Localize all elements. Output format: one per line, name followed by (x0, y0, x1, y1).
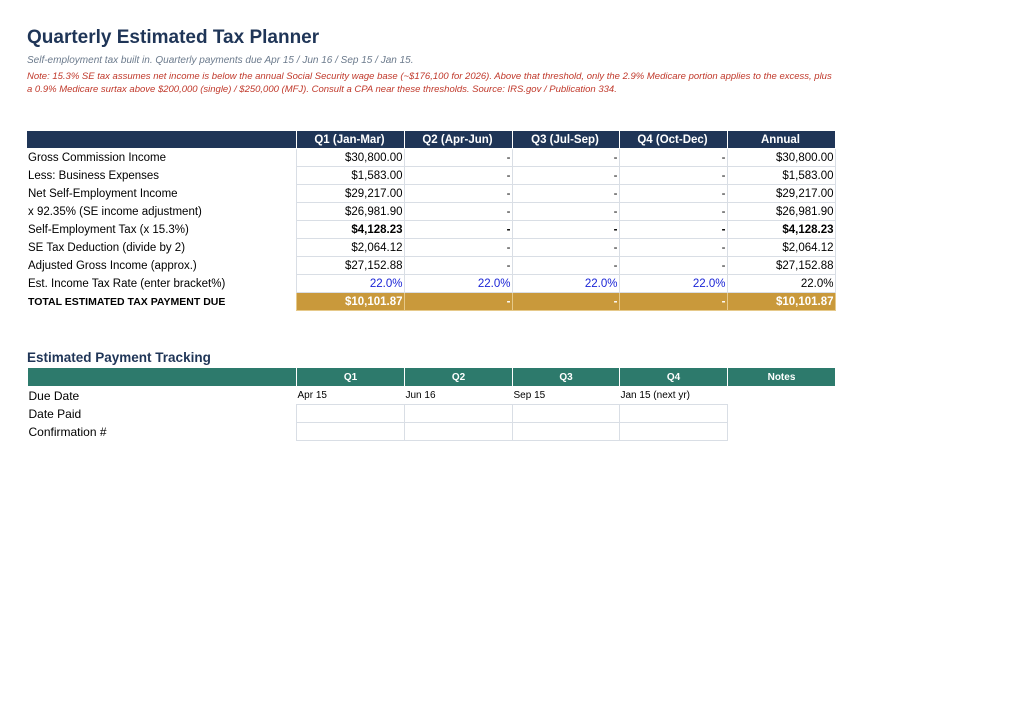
row-label: Gross Commission Income (28, 151, 167, 164)
cell-q3[interactable]: - (512, 185, 619, 203)
cell-q3[interactable]: - (512, 203, 619, 221)
row-label: Less: Business Expenses (28, 169, 160, 182)
cell-annual[interactable]: $26,981.90 (727, 203, 835, 221)
cell-q2[interactable]: - (404, 149, 512, 167)
rate-input-q4[interactable]: 22.0% (619, 275, 727, 293)
row-label: SE Tax Deduction (divide by 2) (28, 241, 186, 254)
cell-q3[interactable]: - (512, 149, 619, 167)
cell-annual[interactable]: $2,064.12 (727, 239, 835, 257)
due-date-q3: Sep 15 (513, 390, 546, 401)
cell-q1[interactable]: $2,064.12 (296, 239, 404, 257)
cell-q2[interactable]: - (404, 203, 512, 221)
header-label-cell (27, 131, 296, 149)
total-q4[interactable]: - (619, 293, 727, 311)
disclaimer-note: Note: 15.3% SE tax assumes net income is below the annual Social Security wage base (~$176,100 for 2026). Above that threshold, only the 2.9% Medicare portion applies to the excess, plus a 0.9% Medicare surtax above $200,000 (single) / $250,000 (MFJ). Consult a CPA near these thresholds. Source: IRS.gov / Publication 334. (27, 71, 832, 95)
tracking-row-confirmation (28, 423, 836, 441)
table-row (27, 203, 835, 221)
cell-q1[interactable]: $29,217.00 (296, 185, 404, 203)
cell-q3[interactable]: - (512, 257, 619, 275)
tracking-header-q2: Q2 (405, 368, 513, 387)
cell-q2[interactable]: - (404, 257, 512, 275)
cell-q4[interactable]: - (619, 167, 727, 185)
due-date-q1: Apr 15 (297, 390, 327, 401)
row-label: Adjusted Gross Income (approx.) (28, 259, 197, 272)
cell-q1[interactable]: $4,128.23 (296, 221, 404, 239)
date-paid-q1[interactable] (297, 405, 405, 423)
date-paid-q4[interactable] (620, 405, 728, 423)
tracking-header-q1: Q1 (297, 368, 405, 387)
cell-q3[interactable]: - (512, 167, 619, 185)
due-date-q2: Jun 16 (405, 390, 436, 401)
rate-input-q1[interactable]: 22.0% (296, 275, 404, 293)
cell-annual[interactable]: $1,583.00 (727, 167, 835, 185)
header-q2: Q2 (Apr-Jun) (404, 131, 512, 149)
row-label: Self-Employment Tax (x 15.3%) (28, 223, 189, 236)
row-label: Date Paid (28, 406, 82, 421)
date-paid-q2[interactable] (405, 405, 513, 423)
total-q3[interactable]: - (512, 293, 619, 311)
cell-q4[interactable]: - (619, 185, 727, 203)
row-label: Confirmation # (28, 424, 107, 439)
table-row (27, 275, 835, 293)
tracking-row-date-paid (28, 405, 836, 423)
tax-table-header-row (27, 131, 835, 149)
header-q4: Q4 (Oct-Dec) (619, 131, 727, 149)
page-subtitle: Self-employment tax built in. Quarterly payments due Apr 15 / Jun 16 / Sep 15 / Jan 15. (27, 55, 414, 66)
cell-annual[interactable]: $27,152.88 (727, 257, 835, 275)
confirmation-q3[interactable] (513, 423, 620, 441)
total-label: TOTAL ESTIMATED TAX PAYMENT DUE (28, 295, 226, 308)
tracking-header-notes: Notes (728, 368, 836, 387)
cell-q1[interactable]: $26,981.90 (296, 203, 404, 221)
cell-q2[interactable]: - (404, 185, 512, 203)
cell-annual[interactable]: $30,800.00 (727, 149, 835, 167)
total-row (27, 293, 835, 311)
total-annual[interactable]: $10,101.87 (727, 293, 835, 311)
row-label: Due Date (28, 388, 80, 403)
cell-q3[interactable]: - (512, 221, 619, 239)
table-row (27, 239, 835, 257)
header-q1: Q1 (Jan-Mar) (296, 131, 404, 149)
notes-cell[interactable] (728, 423, 836, 441)
tax-table (27, 130, 836, 311)
tracking-header-row (28, 368, 836, 387)
cell-annual[interactable]: $4,128.23 (727, 221, 835, 239)
cell-q1[interactable]: $1,583.00 (296, 167, 404, 185)
cell-annual[interactable]: 22.0% (727, 275, 835, 293)
notes-cell[interactable] (728, 405, 836, 423)
cell-q1[interactable]: $30,800.00 (296, 149, 404, 167)
total-q2[interactable]: - (404, 293, 512, 311)
table-row (27, 221, 835, 239)
date-paid-q3[interactable] (513, 405, 620, 423)
tracking-header-q3: Q3 (513, 368, 620, 387)
table-row (27, 167, 835, 185)
cell-q3[interactable]: - (512, 239, 619, 257)
tracking-section-title: Estimated Payment Tracking (27, 350, 211, 365)
cell-q2[interactable]: - (404, 221, 512, 239)
cell-q1[interactable]: $27,152.88 (296, 257, 404, 275)
header-q3: Q3 (Jul-Sep) (512, 131, 619, 149)
tracking-row-due-date (28, 387, 836, 405)
tracking-header-q4: Q4 (620, 368, 728, 387)
cell-q4[interactable]: - (619, 221, 727, 239)
confirmation-q4[interactable] (620, 423, 728, 441)
total-q1[interactable]: $10,101.87 (296, 293, 404, 311)
page-title: Quarterly Estimated Tax Planner (27, 27, 320, 48)
confirmation-q2[interactable] (405, 423, 513, 441)
cell-q2[interactable]: - (404, 167, 512, 185)
cell-q4[interactable]: - (619, 149, 727, 167)
notes-cell[interactable] (728, 387, 836, 405)
table-row (27, 257, 835, 275)
table-row (27, 185, 835, 203)
confirmation-q1[interactable] (297, 423, 405, 441)
table-row (27, 149, 835, 167)
rate-input-q2[interactable]: 22.0% (404, 275, 512, 293)
tracking-header-label (28, 368, 297, 387)
row-label: Est. Income Tax Rate (enter bracket%) (28, 277, 226, 290)
row-label: Net Self-Employment Income (28, 187, 178, 200)
payment-tracking-table (27, 367, 836, 441)
cell-q4[interactable]: - (619, 257, 727, 275)
cell-annual[interactable]: $29,217.00 (727, 185, 835, 203)
cell-q2[interactable]: - (404, 239, 512, 257)
row-label: x 92.35% (SE income adjustment) (28, 205, 202, 218)
rate-input-q3[interactable]: 22.0% (512, 275, 619, 293)
header-annual: Annual (727, 131, 835, 149)
cell-q4[interactable]: - (619, 239, 727, 257)
due-date-q4: Jan 15 (next yr) (620, 390, 690, 401)
cell-q4[interactable]: - (619, 203, 727, 221)
